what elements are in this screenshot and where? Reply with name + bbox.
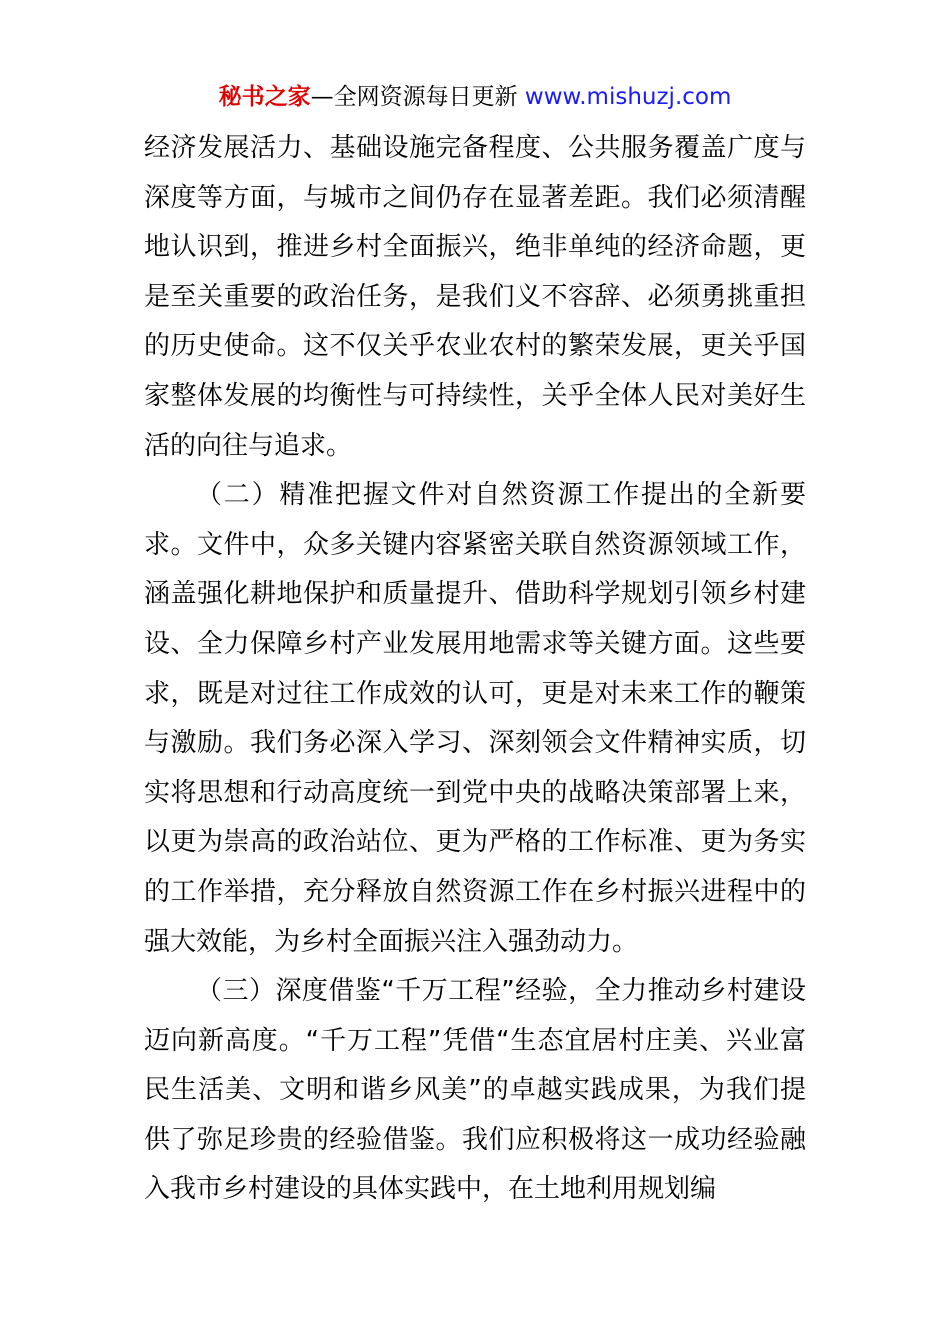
paragraph-section-two: （二）精准把握文件对自然资源工作提出的全新要求。文件中，众多关键内容紧密关联自然资源领域工作，涵盖强化耕地保护和质量提升、借助科学规划引领乡村建设、全力保障乡村产业发展用地需求等关键方面。这些要求，既是对过往工作成效的认可，更是对未来工作的鞭策与激励。我们务必深入学习、深刻领会文件精神实质，切实将思想和行动高度统一到党中央的战略决策部署上来，以更为崇高的政治站位、更为严格的工作标准、更为务实的工作举措，充分释放自然资源工作在乡村振兴进程中的强大效能，为乡村全面振兴注入强劲动力。 <box>144 480 806 957</box>
site-header <box>0 82 950 112</box>
paragraph-section-three: （三）深度借鉴“千万工程”经验，全力推动乡村建设迈向新高度。“千万工程”凭借“生态宜居村庄美、兴业富民生活美、文明和谐乡风美”的卓越实践成果，为我们提供了弥足珍贵的经验借鉴。我们应积极将这一成功经验融入我市乡村建设的具体实践中，在土地利用规划编 <box>144 976 806 1205</box>
site-brand: 秘书之家 <box>218 84 311 110</box>
site-url-link[interactable]: www.mishuzj.com <box>524 84 732 110</box>
paragraph-continuation: 经济发展活力、基础设施完备程度、公共服务覆盖广度与深度等方面，与城市之间仍存在显著差距。我们必须清醒地认识到，推进乡村全面振兴，绝非单纯的经济命题，更是至关重要的政治任务，是我们义不容辞、必须勇挑重担的历史使命。这不仅关乎农业农村的繁荣发展，更关乎国家整体发展的均衡性与可持续性，关乎全体人民对美好生活的向往与追求。 <box>144 133 806 461</box>
site-slogan: —全网资源每日更新 <box>310 84 525 110</box>
document-body <box>144 124 806 1215</box>
